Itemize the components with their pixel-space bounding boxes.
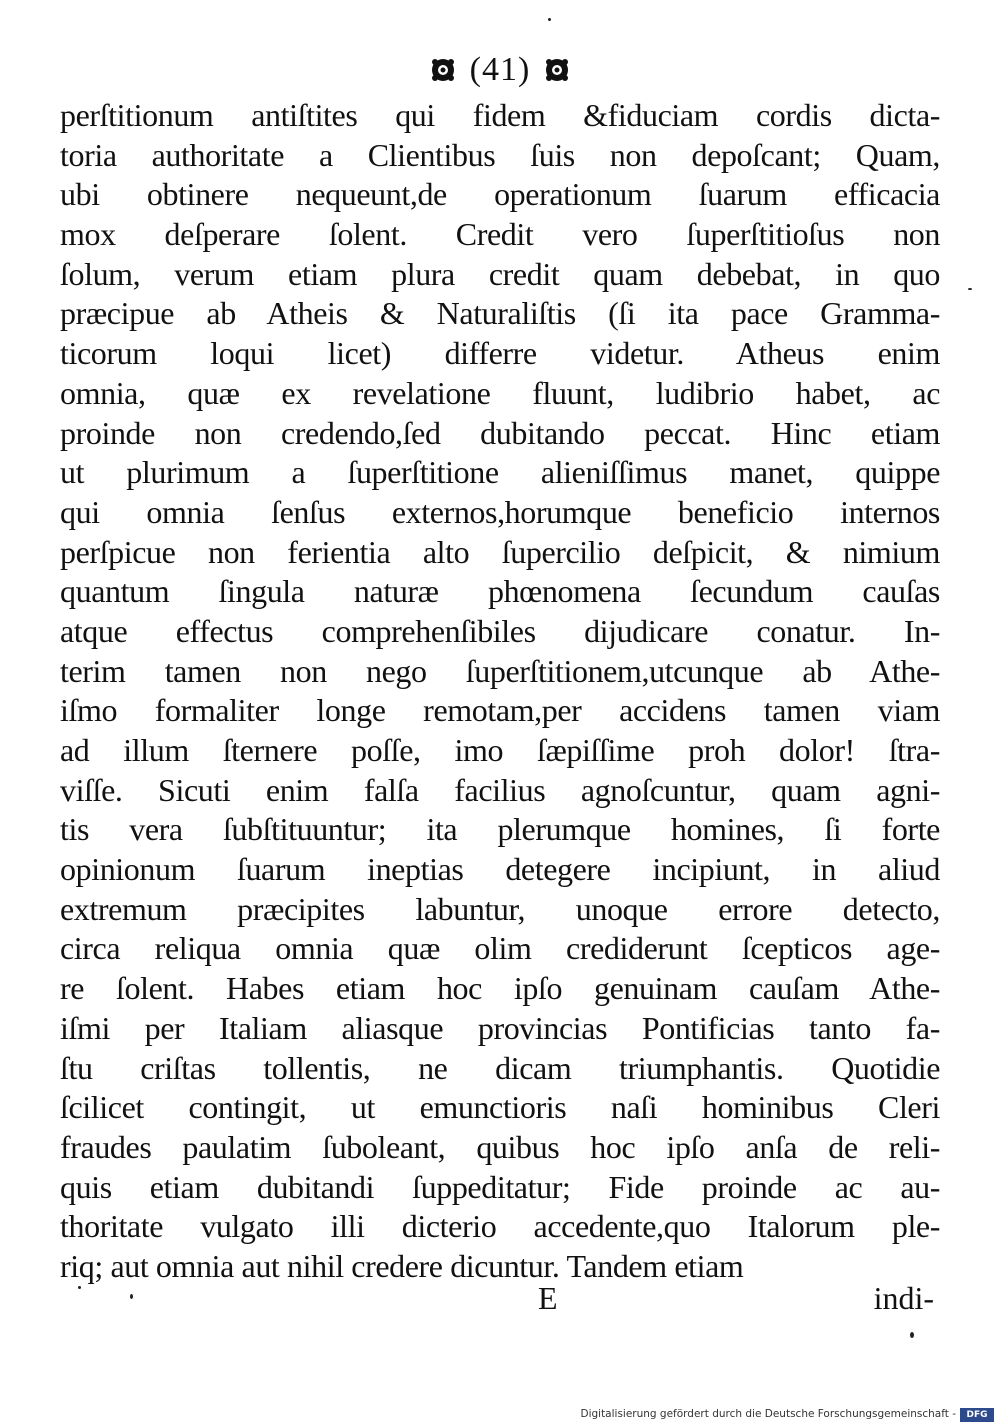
- text-line: iſmi per Italiam aliasque provincias Pontificias tanto fa-: [60, 1009, 940, 1046]
- text-line: re ſolent. Habes etiam hoc ipſo genuinam cauſam Athe-: [60, 970, 940, 1007]
- text-line: viſſe. Sicuti enim falſa facilius agnoſcuntur, quam agni-: [60, 771, 940, 808]
- body-text: [60, 96, 940, 1287]
- text-line: ubi obtinere nequeunt,de operationum ſuarum efficacia: [60, 176, 940, 213]
- text-line: extremum præcipites labuntur, unoque errore detecto,: [60, 890, 940, 927]
- text-line: tis vera ſubſtituuntur; ita plerumque homines, ſi forte: [60, 811, 940, 848]
- text-line: mox deſperare ſolent. Credit vero ſuperſtitioſus non: [60, 216, 940, 253]
- text-line: ticorum loqui licet) differre videtur. Atheus enim: [60, 335, 940, 372]
- text-line: ſcilicet contingit, ut emunctioris naſi hominibus Cleri: [60, 1089, 940, 1126]
- text-line: præcipue ab Atheis & Naturaliſtis (ſi ita pace Gramma-: [60, 295, 940, 332]
- text-line: thoritate vulgato illi dicterio accedente,quo Italorum ple-: [60, 1208, 940, 1245]
- text-line: ſolum, verum etiam plura credit quam debebat, in quo: [60, 255, 940, 292]
- page-header: [0, 50, 1000, 90]
- page-number: (41): [469, 51, 531, 88]
- text-line: circa reliqua omnia quæ olim crediderunt ſcepticos age-: [60, 930, 940, 967]
- text-line: quis etiam dubitandi ſuppeditatur; Fide proinde ac au-: [60, 1168, 940, 1205]
- left-ornament-icon: [429, 56, 457, 84]
- text-line: perſtitionum antiſtites qui fidem &fiduciam cordis dicta-: [60, 97, 940, 133]
- ink-speck: [910, 1332, 914, 1338]
- text-line: qui omnia ſenſus externos,horumque beneficio internos: [60, 493, 940, 530]
- text-line: terim tamen non nego ſuperſtitionem,utcunque ab Athe-: [60, 652, 940, 689]
- text-line: riq; aut omnia aut nihil credere dicuntur. Tandem etiam: [60, 1247, 744, 1284]
- text-line: opinionum ſuarum ineptias detegere incipiunt, in aliud: [60, 851, 940, 888]
- text-line: perſpicue non ferientia alto ſupercilio deſpicit, & nimium: [60, 533, 940, 570]
- dfg-logo: DFG: [960, 1408, 994, 1422]
- page-footer: [60, 1278, 940, 1318]
- text-line: quantum ſingula naturæ phœnomena ſecundum cauſas: [60, 573, 940, 610]
- text-line: fraudes paulatim ſuboleant, quibus hoc ipſo anſa de reli-: [60, 1128, 940, 1165]
- text-line: proinde non credendo,ſed dubitando peccat. Hinc etiam: [60, 414, 940, 451]
- right-ornament-icon: [543, 56, 571, 84]
- ink-speck: [968, 288, 972, 290]
- signature-mark: E: [538, 1280, 558, 1316]
- text-line: omnia, quæ ex revelatione fluunt, ludibrio habet, ac: [60, 374, 940, 411]
- text-line: ad illum ſternere poſſe, imo ſæpiſſime proh dolor! ſtra-: [60, 732, 940, 768]
- text-line: ut plurimum a ſuperſtitione alieniſſimus manet, quippe: [60, 454, 940, 491]
- ink-speck: [130, 1294, 133, 1299]
- ink-speck: [78, 1286, 81, 1289]
- text-line: iſmo formaliter longe remotam,per accidens tamen viam: [60, 692, 940, 729]
- text-line: toria authoritate a Clientibus ſuis non depoſcant; Quam,: [60, 136, 940, 173]
- ink-speck: [548, 18, 551, 21]
- text-line: ſtu criſtas tollentis, ne dicam triumphantis. Quotidie: [60, 1049, 940, 1086]
- catchword: indi-: [873, 1280, 934, 1316]
- digitization-credit: Digitalisierung gefördert durch die Deutsche Forschungsgemeinschaft -: [580, 1408, 956, 1420]
- text-line: atque effectus comprehenſibiles dijudicare conatur. In-: [60, 612, 940, 649]
